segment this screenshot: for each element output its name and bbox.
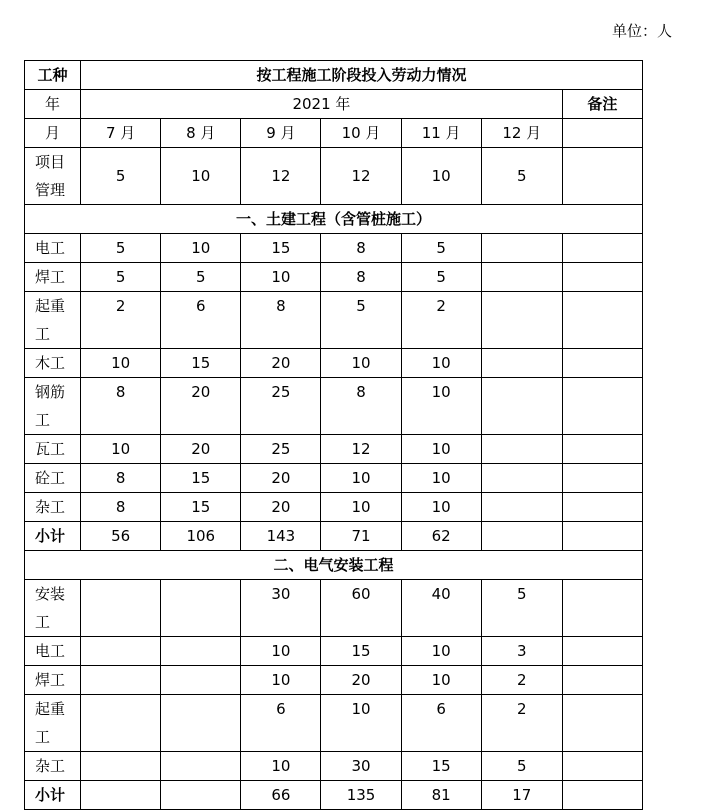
row-value-4: 10 xyxy=(321,695,401,752)
row-value-2: 20 xyxy=(161,378,241,435)
row-value-3: 6 xyxy=(241,695,321,752)
unit-label: 单位：人 xyxy=(611,22,672,40)
row-name xyxy=(25,234,81,263)
table-row xyxy=(25,292,643,349)
row-value-4: 10 xyxy=(321,493,401,522)
table-row xyxy=(25,637,643,666)
row-value-5: 10 xyxy=(401,493,481,522)
row-value-2: 15 xyxy=(161,464,241,493)
row-name xyxy=(25,263,81,292)
row-value-2 xyxy=(161,695,241,752)
row-name-text: 瓦工 xyxy=(35,440,66,458)
row-value-6 xyxy=(481,435,562,464)
table-row xyxy=(25,752,643,781)
row-value-3: 10 xyxy=(241,666,321,695)
row-value-6: 2 xyxy=(481,695,562,752)
table-body xyxy=(25,61,643,810)
row-remark xyxy=(562,695,642,752)
row-value-1: 8 xyxy=(81,378,161,435)
row-value-1: 10 xyxy=(81,349,161,378)
row-value-1 xyxy=(81,666,161,695)
row-value-6: 3 xyxy=(481,637,562,666)
row-value-6 xyxy=(481,292,562,349)
row-value-5: 10 xyxy=(401,378,481,435)
header-month-label: 月 xyxy=(25,119,81,148)
row-name xyxy=(25,637,81,666)
row-value-5: 10 xyxy=(401,435,481,464)
row-value-5: 2 xyxy=(401,292,481,349)
section-header-row xyxy=(25,205,643,234)
row-remark xyxy=(562,378,642,435)
row-name-text: 焊工 xyxy=(35,671,66,689)
header-row-month xyxy=(25,119,643,148)
section-header-row xyxy=(25,551,643,580)
row-value-4: 12 xyxy=(321,435,401,464)
header-row-year xyxy=(25,90,643,119)
header-row-title xyxy=(25,61,643,90)
table-row xyxy=(25,493,643,522)
row-name xyxy=(25,148,81,205)
row-name-text: 木工 xyxy=(35,354,66,372)
row-remark xyxy=(562,666,642,695)
row-remark xyxy=(562,263,642,292)
row-name-text: 砼工 xyxy=(35,469,66,487)
header-month-5: 11 月 xyxy=(401,119,481,148)
row-name-text: 电工 xyxy=(35,239,66,257)
row-value-3: 25 xyxy=(241,378,321,435)
header-month-1: 7 月 xyxy=(81,119,161,148)
row-value-3: 143 xyxy=(241,522,321,551)
row-name-text: 项目管理 xyxy=(35,153,66,199)
row-value-1: 8 xyxy=(81,464,161,493)
row-remark xyxy=(562,580,642,637)
table-row xyxy=(25,580,643,637)
row-project-management xyxy=(25,148,643,205)
row-value-3: 15 xyxy=(241,234,321,263)
section-title: 二、电气安装工程 xyxy=(25,551,643,580)
table-row xyxy=(25,666,643,695)
row-value-4: 30 xyxy=(321,752,401,781)
row-value-6 xyxy=(481,522,562,551)
row-value-5: 15 xyxy=(401,752,481,781)
row-value-1: 5 xyxy=(81,263,161,292)
header-month-6: 12 月 xyxy=(481,119,562,148)
row-value-4: 20 xyxy=(321,666,401,695)
row-value-5: 10 xyxy=(401,666,481,695)
row-value-1: 56 xyxy=(81,522,161,551)
row-remark xyxy=(562,781,642,810)
row-name-text: 小计 xyxy=(35,527,66,545)
row-remark xyxy=(562,148,642,205)
row-remark xyxy=(562,292,642,349)
row-value-1 xyxy=(81,580,161,637)
row-value-2: 15 xyxy=(161,493,241,522)
header-month-2: 8 月 xyxy=(161,119,241,148)
row-value-6: 5 xyxy=(481,148,562,205)
row-name xyxy=(25,292,81,349)
row-value-5: 10 xyxy=(401,148,481,205)
row-name xyxy=(25,781,81,810)
row-remark xyxy=(562,464,642,493)
row-name xyxy=(25,435,81,464)
subtotal-row xyxy=(25,522,643,551)
table-title: 按工程施工阶段投入劳动力情况 xyxy=(81,61,643,90)
table-row xyxy=(25,349,643,378)
row-value-1: 10 xyxy=(81,435,161,464)
row-value-1 xyxy=(81,637,161,666)
row-value-2: 10 xyxy=(161,234,241,263)
row-remark xyxy=(562,435,642,464)
row-value-2: 20 xyxy=(161,435,241,464)
header-month-remark-empty xyxy=(562,119,642,148)
row-remark xyxy=(562,234,642,263)
row-name-text: 焊工 xyxy=(35,268,66,286)
row-value-2 xyxy=(161,666,241,695)
row-value-1 xyxy=(81,781,161,810)
row-value-2: 5 xyxy=(161,263,241,292)
table-row xyxy=(25,378,643,435)
row-name-text: 起重工 xyxy=(35,297,66,343)
table-row xyxy=(25,695,643,752)
row-value-4: 135 xyxy=(321,781,401,810)
section-title: 一、土建工程（含管桩施工） xyxy=(25,205,643,234)
row-name-text: 安装工 xyxy=(35,585,66,631)
row-value-4: 71 xyxy=(321,522,401,551)
header-year-label: 年 xyxy=(25,90,81,119)
row-value-6 xyxy=(481,234,562,263)
row-value-3: 30 xyxy=(241,580,321,637)
row-name xyxy=(25,349,81,378)
row-value-2 xyxy=(161,580,241,637)
labor-force-table xyxy=(24,60,643,810)
row-value-2: 15 xyxy=(161,349,241,378)
row-remark xyxy=(562,522,642,551)
row-value-3: 8 xyxy=(241,292,321,349)
row-value-3: 10 xyxy=(241,752,321,781)
row-value-4: 60 xyxy=(321,580,401,637)
row-value-5: 62 xyxy=(401,522,481,551)
row-name-text: 电工 xyxy=(35,642,66,660)
row-name-text: 小计 xyxy=(35,786,66,804)
row-name xyxy=(25,522,81,551)
row-value-5: 10 xyxy=(401,464,481,493)
row-name xyxy=(25,464,81,493)
header-year-value: 2021 年 xyxy=(81,90,563,119)
row-value-2 xyxy=(161,637,241,666)
row-value-5: 40 xyxy=(401,580,481,637)
row-value-3: 20 xyxy=(241,493,321,522)
row-remark xyxy=(562,752,642,781)
row-value-1: 5 xyxy=(81,148,161,205)
row-value-5: 10 xyxy=(401,637,481,666)
row-value-3: 66 xyxy=(241,781,321,810)
row-value-2 xyxy=(161,781,241,810)
row-remark xyxy=(562,349,642,378)
row-value-4: 10 xyxy=(321,464,401,493)
row-remark xyxy=(562,493,642,522)
row-value-6: 5 xyxy=(481,580,562,637)
row-value-5: 10 xyxy=(401,349,481,378)
row-name-text: 钢筋工 xyxy=(35,383,66,429)
row-value-6: 17 xyxy=(481,781,562,810)
row-name xyxy=(25,378,81,435)
row-value-3: 10 xyxy=(241,263,321,292)
header-worktype: 工种 xyxy=(25,61,81,90)
row-value-1 xyxy=(81,752,161,781)
row-name xyxy=(25,493,81,522)
row-value-2: 6 xyxy=(161,292,241,349)
row-value-5: 5 xyxy=(401,263,481,292)
row-name-text: 杂工 xyxy=(35,757,66,775)
row-value-3: 12 xyxy=(241,148,321,205)
row-value-4: 8 xyxy=(321,378,401,435)
row-name-text: 起重工 xyxy=(35,700,66,746)
row-value-6 xyxy=(481,263,562,292)
row-value-4: 5 xyxy=(321,292,401,349)
row-name xyxy=(25,580,81,637)
row-value-5: 5 xyxy=(401,234,481,263)
row-name-text: 杂工 xyxy=(35,498,66,516)
row-value-4: 10 xyxy=(321,349,401,378)
row-value-1: 2 xyxy=(81,292,161,349)
header-remark: 备注 xyxy=(562,90,642,119)
row-value-4: 8 xyxy=(321,234,401,263)
row-remark xyxy=(562,637,642,666)
row-value-5: 81 xyxy=(401,781,481,810)
table-row xyxy=(25,234,643,263)
subtotal-row xyxy=(25,781,643,810)
row-value-6 xyxy=(481,493,562,522)
table-row xyxy=(25,263,643,292)
row-value-4: 15 xyxy=(321,637,401,666)
row-value-6 xyxy=(481,464,562,493)
row-name xyxy=(25,695,81,752)
row-value-3: 20 xyxy=(241,464,321,493)
row-value-6: 5 xyxy=(481,752,562,781)
row-value-3: 20 xyxy=(241,349,321,378)
row-value-6: 2 xyxy=(481,666,562,695)
row-value-2 xyxy=(161,752,241,781)
header-month-4: 10 月 xyxy=(321,119,401,148)
table-row xyxy=(25,464,643,493)
row-name xyxy=(25,666,81,695)
row-value-4: 12 xyxy=(321,148,401,205)
header-month-3: 9 月 xyxy=(241,119,321,148)
row-value-3: 10 xyxy=(241,637,321,666)
row-value-6 xyxy=(481,349,562,378)
row-value-6 xyxy=(481,378,562,435)
row-value-2: 106 xyxy=(161,522,241,551)
row-value-2: 10 xyxy=(161,148,241,205)
row-name xyxy=(25,752,81,781)
row-value-4: 8 xyxy=(321,263,401,292)
table-row xyxy=(25,435,643,464)
row-value-3: 25 xyxy=(241,435,321,464)
row-value-1: 5 xyxy=(81,234,161,263)
row-value-1: 8 xyxy=(81,493,161,522)
row-value-1 xyxy=(81,695,161,752)
row-value-5: 6 xyxy=(401,695,481,752)
